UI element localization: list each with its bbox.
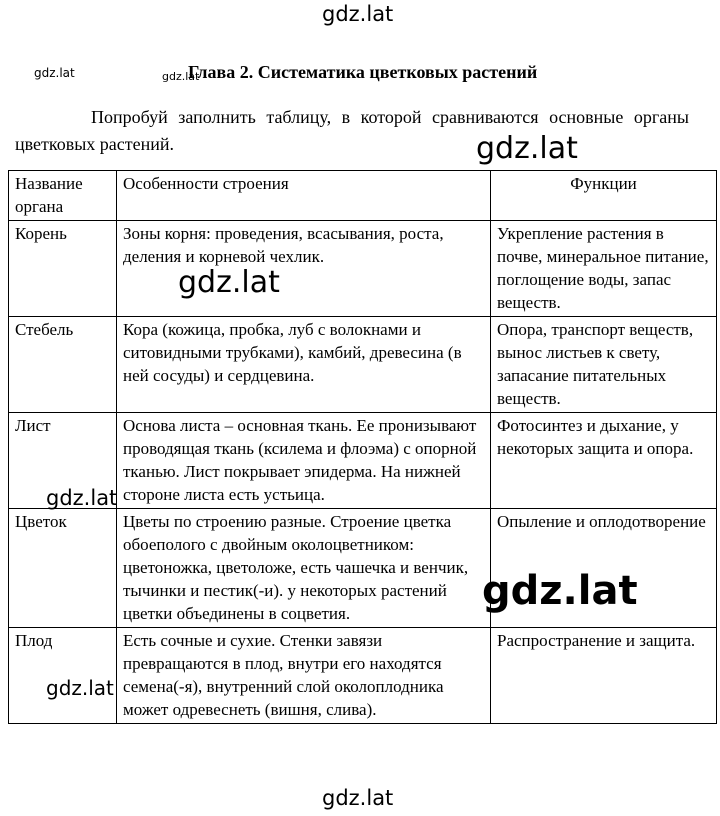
structure-cell: Цветы по строению разные. Строение цветка обоеполого с двойным околоцветником: цветоножка, цветоложе, есть чашечка и венчик, тычинки и пестик(-и). у некоторых растений цветки объединены в соцветия. [117, 509, 491, 628]
functions-cell: Укрепление растения в почве, минеральное питание, поглощение воды, запас веществ. [491, 221, 717, 317]
structure-cell: Кора (кожица, пробка, луб с волокнами и ситовидными трубками), камбий, древесина (в ней сосуды) и сердцевина. [117, 317, 491, 413]
header-functions: Функции [491, 171, 717, 221]
structure-cell: Основа листа – основная ткань. Ее пронизывают проводящая ткань (ксилема и флоэма) с опорной тканью. Лист покрывает эпидерма. На нижней стороне листа есть устьица. [117, 413, 491, 509]
watermark-huge-right: gdz.lat [482, 568, 638, 614]
organ-cell: Стебель [9, 317, 117, 413]
functions-cell: Опыление и оплодотворение [491, 509, 717, 628]
organ-cell: Плод [9, 628, 117, 724]
watermark-big-right: gdz.lat [476, 131, 578, 166]
watermark-big-center: gdz.lat [178, 265, 280, 300]
watermark-bottom: gdz.lat [322, 786, 394, 810]
organs-table [8, 170, 717, 724]
watermark-side-left: gdz.lat [46, 676, 114, 700]
watermark-small-left: gdz.lat [34, 66, 75, 80]
watermark-tiny-heading: gdz.lat [162, 70, 200, 83]
organ-cell: Лист [9, 413, 117, 509]
table-header-row [9, 171, 717, 221]
functions-cell: Распространение и защита. [491, 628, 717, 724]
structure-cell: Есть сочные и сухие. Стенки завязи превращаются в плод, внутри его находятся семена(-я), внутренний слой околоплодника может одревеснеть (вишня, слива). [117, 628, 491, 724]
table-row [9, 317, 717, 413]
header-structure: Особенности строения [117, 171, 491, 221]
organ-cell: Цветок [9, 509, 117, 628]
table-row [9, 221, 717, 317]
header-organ: Название органа [9, 171, 117, 221]
page-heading: Глава 2. Систематика цветковых растений [188, 62, 538, 82]
structure-cell: Зоны корня: проведения, всасывания, роста, деления и корневой чехлик. [117, 221, 491, 317]
table-row [9, 628, 717, 724]
watermark-mid-left: gdz.lat [46, 486, 118, 510]
organ-cell: Корень [9, 221, 117, 317]
watermark-top: gdz.lat [322, 2, 394, 26]
functions-cell: Опора, транспорт веществ, вынос листьев к свету, запасание питательных веществ. [491, 317, 717, 413]
functions-cell: Фотосинтез и дыхание, у некоторых защита и опора. [491, 413, 717, 509]
intro-paragraph: Попробуй заполнить таблицу, в которой сравниваются основные органы цветковых растений. [15, 107, 689, 154]
